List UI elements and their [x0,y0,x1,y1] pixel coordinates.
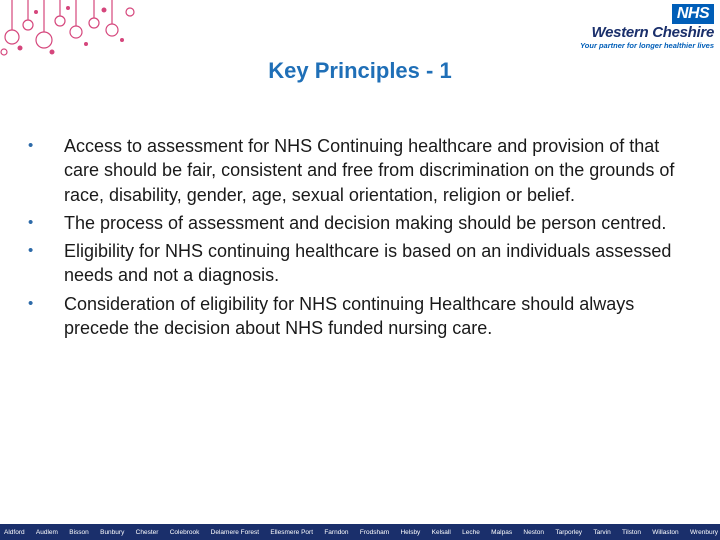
bullet-text: Consideration of eligibility for NHS continuing Healthcare should always precede the decision about NHS funded nursing care. [64,293,635,339]
organisation-tagline: Your partner for longer healthier lives [580,41,714,50]
footer-place: Bunbury [100,528,125,536]
bullet-item [28,292,698,341]
bullet-text: Access to assessment for NHS Continuing healthcare and provision of that care should be fair, consistent and free from discrimination on the grounds of race, disability, gender, age, sexual orientation, religion or belief. [64,136,675,205]
footer-place: Bisson [69,528,89,536]
footer-place: Tilston [622,528,641,536]
footer-place: Tarvin [593,528,611,536]
footer-place: Chester [135,528,159,536]
footer-place: Helsby [400,528,421,536]
bullet-icon: • [28,294,34,312]
decorative-graphic [0,0,140,62]
footer-place: Aldford [4,528,25,536]
footer-place: Delamere Forest [210,528,260,536]
footer-place: Farndon [324,528,349,536]
nhs-logo [564,4,714,50]
footer-place: Kelsall [431,528,451,536]
footer-place: Willaston [652,528,679,536]
footer-place: Colebrook [169,528,200,536]
bullet-item [28,239,698,288]
footer-place: Neston [523,528,545,536]
nhs-mark: NHS [672,4,714,24]
bullet-list [28,134,698,344]
footer-place: Tarporley [555,528,583,536]
organisation-name: Western Cheshire [591,24,714,41]
slide-title: Key Principles - 1 [268,58,452,83]
footer-place: Malpas [491,528,513,536]
footer-place: Leche [462,528,480,536]
bullet-icon: • [28,242,34,260]
bullet-item [28,134,698,207]
footer-place-bar [0,524,720,540]
footer-place: Ellesmere Port [270,528,314,536]
bullet-text: Eligibility for NHS continuing healthcare is based on an individuals assessed needs and not a diagnosis. [64,241,672,286]
footer-place: Frodsham [359,528,390,536]
bullet-text: The process of assessment and decision making should be person centred. [64,212,667,233]
bullet-item [28,211,698,235]
bullet-icon: • [28,213,34,231]
bullet-icon: • [28,137,34,154]
footer-place: Audlem [35,528,58,536]
footer-place: Wrenbury [689,528,718,536]
